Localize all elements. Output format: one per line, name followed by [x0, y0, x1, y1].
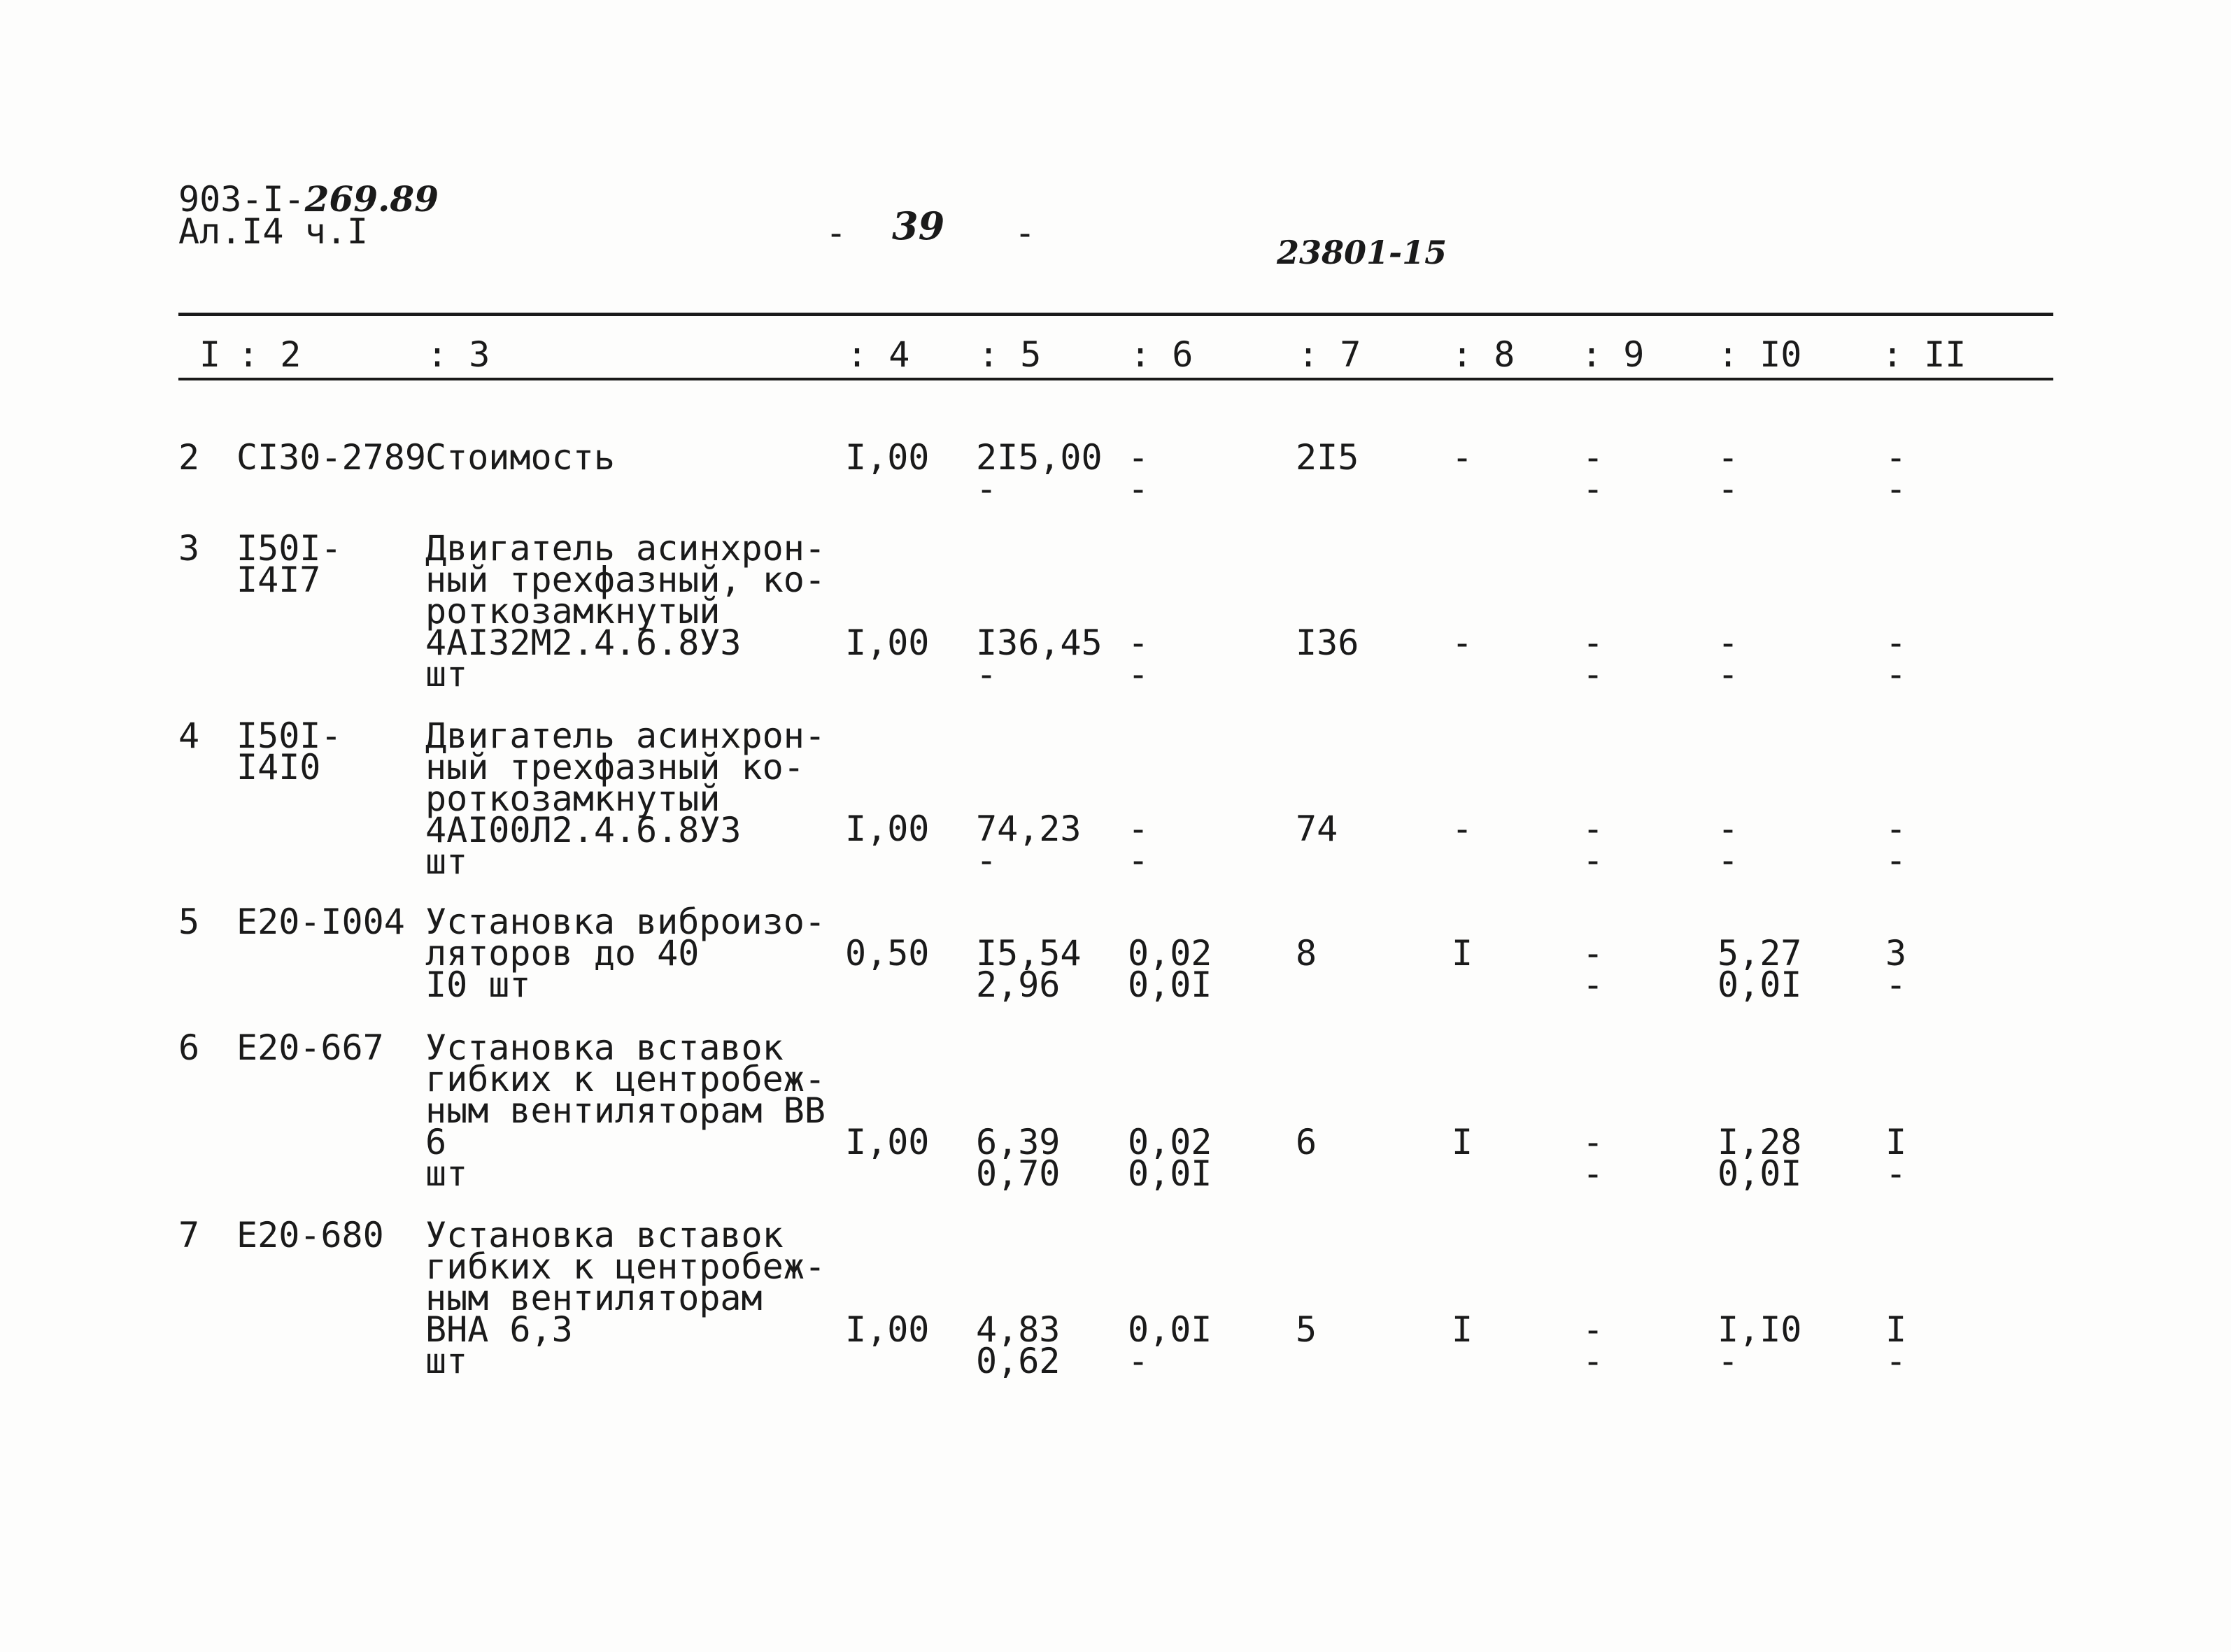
- column-6-value: 0,02 0,0I: [1128, 1122, 1212, 1194]
- table-top-rule: [178, 313, 2053, 316]
- row-number: 7: [178, 1215, 200, 1255]
- column-header-5: : 5: [978, 334, 1042, 375]
- document-code-handwritten: 269.89: [304, 178, 439, 220]
- archive-number: 23801-15: [1277, 234, 1447, 271]
- column-8-value: -: [1452, 622, 1473, 663]
- quantity: I,00: [845, 1122, 930, 1162]
- sheet-label: Ал.I4 ч.I: [178, 211, 368, 252]
- item-description: Установка вставок гибких к центробеж- ным вентиляторам ВНА 6,3 шт: [425, 1215, 826, 1381]
- column-6-value: 0,0I -: [1128, 1309, 1212, 1381]
- column-11-value: I -: [1885, 1309, 1907, 1381]
- column-5-value: 6,39 0,70: [976, 1122, 1061, 1194]
- column-6-value: - -: [1128, 622, 1149, 695]
- column-header-11: : II: [1882, 334, 1967, 375]
- item-description: Установка виброизо- ляторов до 40 I0 шт: [425, 902, 826, 1005]
- column-5-value: I5,54 2,96: [976, 933, 1082, 1005]
- column-9-value: - -: [1582, 809, 1604, 881]
- column-5-value: 4,83 0,62: [976, 1309, 1061, 1381]
- row-number: 4: [178, 715, 200, 756]
- item-description: Стоимость: [425, 437, 615, 478]
- page-dash-left: -: [826, 213, 847, 253]
- column-8-value: I: [1452, 1309, 1473, 1350]
- column-5-value: 2I5,00 -: [976, 437, 1103, 509]
- column-10-value: - -: [1717, 809, 1739, 881]
- document-code-printed: 903-I-: [178, 179, 305, 220]
- column-10-value: 5,27 0,0I: [1717, 933, 1802, 1005]
- column-9-value: - -: [1582, 622, 1604, 695]
- column-6-value: 0,02 0,0I: [1128, 933, 1212, 1005]
- column-8-value: -: [1452, 809, 1473, 849]
- row-number: 5: [178, 902, 200, 942]
- column-7-value: 6: [1296, 1122, 1317, 1162]
- column-11-value: - -: [1885, 622, 1907, 695]
- column-11-value: - -: [1885, 437, 1907, 509]
- column-6-value: - -: [1128, 437, 1149, 509]
- row-number: 6: [178, 1027, 200, 1068]
- quantity: 0,50: [845, 933, 930, 974]
- column-7-value: I36: [1296, 622, 1359, 663]
- column-9-value: - -: [1582, 933, 1604, 1005]
- item-description: Двигатель асинхрон- ный трехфазный, ко- роткозамкнутый 4AI32M2.4.6.8У3 шт: [425, 528, 826, 695]
- column-10-value: - -: [1717, 622, 1739, 695]
- price-code: I50I- I4I0: [236, 715, 342, 788]
- column-header-10: : I0: [1717, 334, 1802, 375]
- column-9-value: - -: [1582, 437, 1604, 509]
- price-code: I50I- I4I7: [236, 528, 342, 600]
- column-10-value: I,I0 -: [1717, 1309, 1802, 1381]
- column-9-value: - -: [1582, 1309, 1604, 1381]
- column-header-9: : 9: [1581, 334, 1645, 375]
- row-number: 2: [178, 437, 200, 478]
- price-code: CI30-2789: [236, 437, 426, 478]
- column-8-value: -: [1452, 437, 1473, 478]
- column-10-value: - -: [1717, 437, 1739, 509]
- column-header-7: : 7: [1298, 334, 1361, 375]
- quantity: I,00: [845, 437, 930, 478]
- column-6-value: - -: [1128, 809, 1149, 881]
- column-8-value: I: [1452, 933, 1473, 974]
- column-5-value: 74,23 -: [976, 809, 1082, 881]
- column-11-value: I -: [1885, 1122, 1907, 1194]
- price-code: E20-I004: [236, 902, 405, 942]
- column-5-value: I36,45 -: [976, 622, 1103, 695]
- row-number: 3: [178, 528, 200, 569]
- column-8-value: I: [1452, 1122, 1473, 1162]
- item-description: Двигатель асинхрон- ный трехфазный ко- роткозамкнутый 4AI00Л2.4.6.8У3 шт: [425, 715, 826, 882]
- page-number: 39: [892, 204, 945, 248]
- column-header-rule: [178, 378, 2053, 380]
- column-7-value: 2I5: [1296, 437, 1359, 478]
- column-7-value: 5: [1296, 1309, 1317, 1350]
- column-11-value: 3 -: [1885, 933, 1907, 1005]
- column-header-3: : 3: [427, 334, 490, 375]
- column-7-value: 8: [1296, 933, 1317, 974]
- column-7-value: 74: [1296, 809, 1338, 849]
- item-description: Установка вставок гибких к центробеж- ным вентиляторам ВВ 6 шт: [425, 1027, 826, 1194]
- quantity: I,00: [845, 809, 930, 849]
- page-dash-right: -: [1014, 213, 1036, 253]
- column-11-value: - -: [1885, 809, 1907, 881]
- column-header-1: I: [199, 334, 221, 375]
- column-header-2: : 2: [238, 334, 302, 375]
- column-header-8: : 8: [1452, 334, 1515, 375]
- column-header-4: : 4: [847, 334, 910, 375]
- column-header-6: : 6: [1130, 334, 1194, 375]
- column-10-value: I,28 0,0I: [1717, 1122, 1802, 1194]
- price-code: E20-667: [236, 1027, 384, 1068]
- quantity: I,00: [845, 1309, 930, 1350]
- price-code: E20-680: [236, 1215, 384, 1255]
- quantity: I,00: [845, 622, 930, 663]
- column-9-value: - -: [1582, 1122, 1604, 1194]
